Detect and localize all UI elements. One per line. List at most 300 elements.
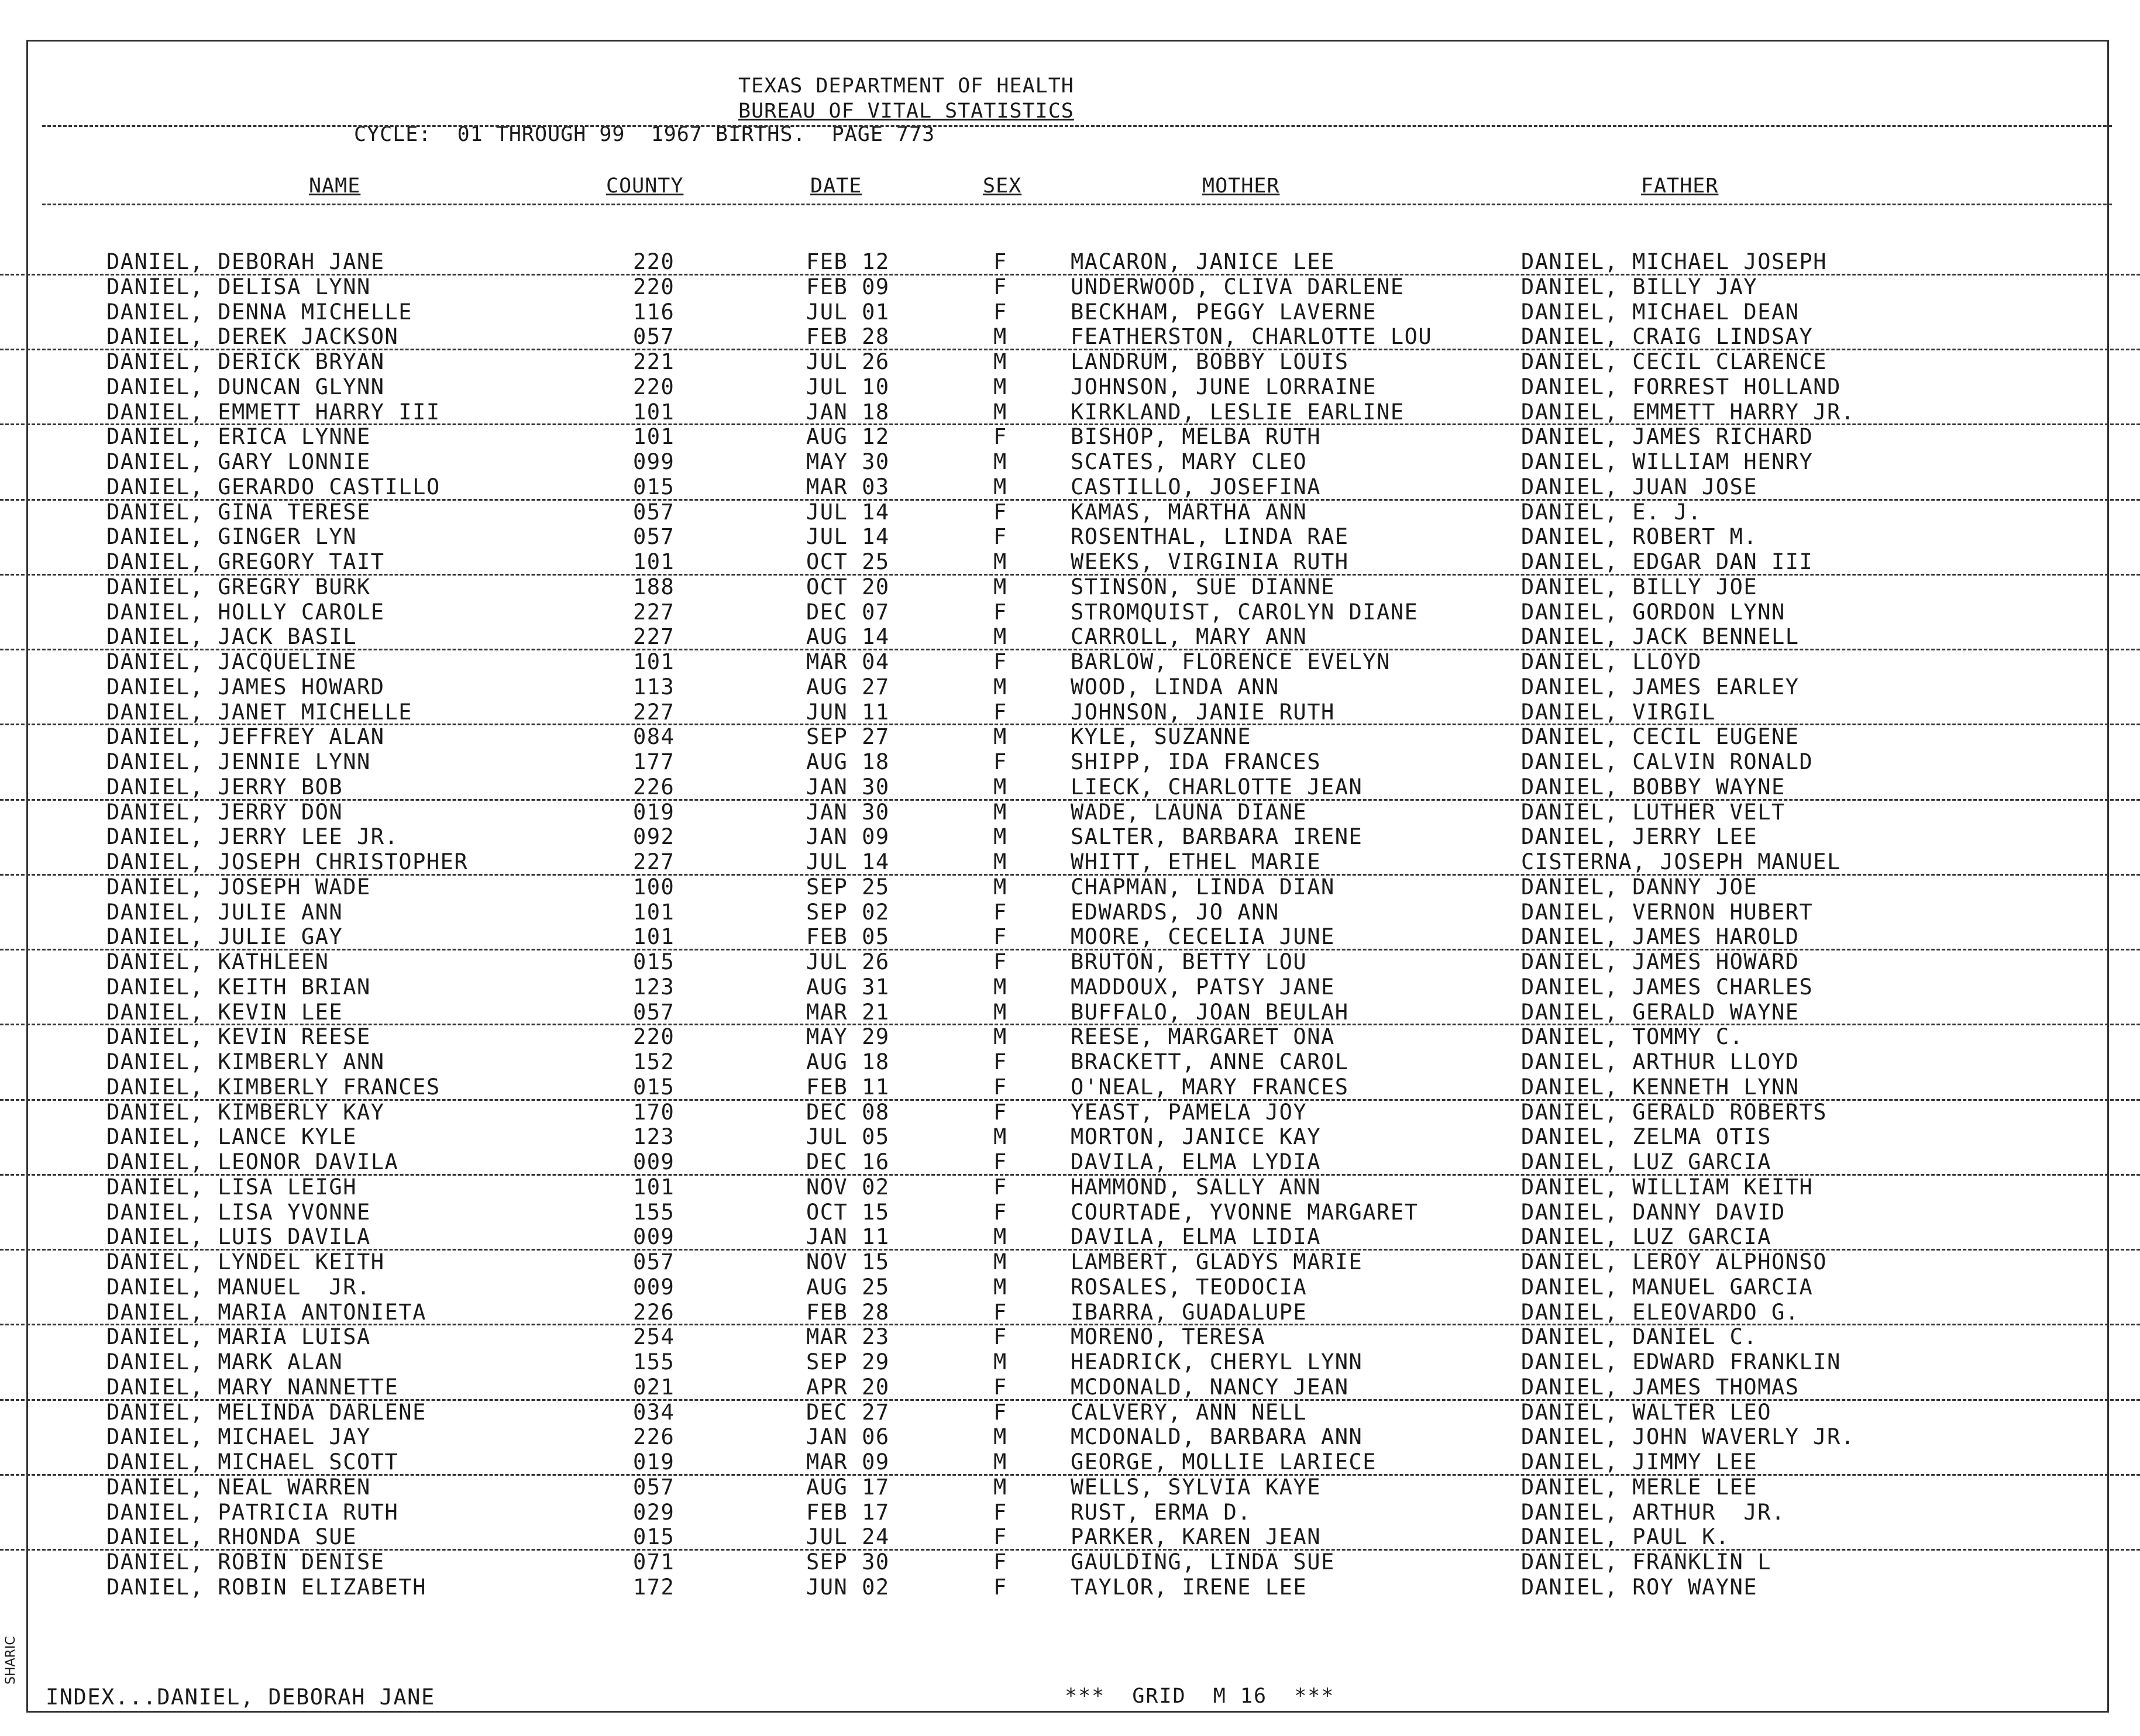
- cell-sex: F: [993, 1524, 1007, 1550]
- cell-mother: LAMBERT, GLADYS MARIE: [1071, 1249, 1363, 1275]
- cell-sex: M: [993, 724, 1007, 750]
- cell-county: 170: [633, 1099, 675, 1125]
- cell-county: 057: [633, 524, 675, 550]
- cell-county: 101: [633, 899, 675, 925]
- cell-mother: BECKHAM, PEGGY LAVERNE: [1071, 299, 1377, 325]
- cell-date: NOV 02: [806, 1174, 890, 1200]
- cell-sex: F: [993, 1299, 1007, 1325]
- cell-sex: F: [993, 1099, 1007, 1125]
- cell-mother: COURTADE, YVONNE MARGARET: [1071, 1199, 1419, 1225]
- cell-county: 057: [633, 999, 675, 1025]
- cell-name: DANIEL, MANUEL JR.: [106, 1274, 371, 1300]
- cell-sex: F: [993, 1174, 1007, 1200]
- table-row: [0, 550, 2140, 576]
- cell-date: DEC 27: [806, 1399, 890, 1425]
- cell-date: JAN 09: [806, 824, 890, 850]
- cell-name: DANIEL, ROBIN ELIZABETH: [106, 1574, 426, 1600]
- table-row: [0, 1101, 2140, 1126]
- cell-date: NOV 15: [806, 1249, 890, 1275]
- cell-county: 029: [633, 1499, 675, 1525]
- cell-sex: F: [993, 249, 1007, 274]
- cell-mother: PARKER, KAREN JEAN: [1071, 1524, 1321, 1550]
- cell-sex: F: [993, 524, 1007, 550]
- cell-date: OCT 15: [806, 1199, 890, 1225]
- table-row: [0, 1076, 2140, 1101]
- cell-father: DANIEL, FRANKLIN L: [1521, 1549, 1771, 1575]
- cell-name: DANIEL, LISA YVONNE: [106, 1199, 371, 1225]
- cell-date: JAN 18: [806, 399, 890, 425]
- cell-mother: CHAPMAN, LINDA DIAN: [1071, 874, 1335, 900]
- cell-date: JAN 30: [806, 774, 890, 800]
- cell-mother: GEORGE, MOLLIE LARIECE: [1071, 1449, 1377, 1475]
- cell-sex: F: [993, 1499, 1007, 1525]
- cell-mother: BARLOW, FLORENCE EVELYN: [1071, 649, 1391, 674]
- cell-sex: M: [993, 824, 1007, 850]
- cell-date: JUL 14: [806, 849, 890, 874]
- cell-father: DANIEL, BOBBY WAYNE: [1521, 774, 1785, 800]
- cell-name: DANIEL, MARIA ANTONIETA: [106, 1299, 426, 1325]
- cell-sex: M: [993, 624, 1007, 650]
- cell-name: DANIEL, NEAL WARREN: [106, 1474, 371, 1500]
- cell-mother: LIECK, CHARLOTTE JEAN: [1071, 774, 1363, 800]
- cell-father: DANIEL, FORREST HOLLAND: [1521, 374, 1841, 399]
- cell-date: FEB 17: [806, 1499, 890, 1525]
- table-row: [0, 1151, 2140, 1176]
- cell-father: DANIEL, JAMES HAROLD: [1521, 924, 1800, 950]
- cell-mother: BISHOP, MELBA RUTH: [1071, 424, 1321, 450]
- cell-county: 057: [633, 499, 675, 525]
- cell-date: MAR 23: [806, 1324, 890, 1350]
- cell-father: DANIEL, DANNY DAVID: [1521, 1199, 1785, 1225]
- cell-county: 057: [633, 1474, 675, 1500]
- cell-sex: M: [993, 1249, 1007, 1275]
- cell-father: DANIEL, EDGAR DAN III: [1521, 549, 1814, 574]
- cell-mother: BRUTON, BETTY LOU: [1071, 949, 1308, 974]
- cell-name: DANIEL, MARY NANNETTE: [106, 1374, 399, 1400]
- column-header-county: COUNTY: [606, 174, 684, 198]
- table-row: [0, 825, 2140, 850]
- cell-mother: REESE, MARGARET ONA: [1071, 1024, 1335, 1050]
- cell-date: JUL 05: [806, 1124, 890, 1150]
- cell-date: AUG 17: [806, 1474, 890, 1500]
- cell-mother: ROSALES, TEODOCIA: [1071, 1274, 1308, 1300]
- cell-county: 227: [633, 624, 675, 650]
- cell-name: DANIEL, JERRY LEE JR.: [106, 824, 399, 850]
- cell-county: 220: [633, 1024, 675, 1050]
- cell-mother: MORTON, JANICE KAY: [1071, 1124, 1321, 1150]
- table-row: [0, 325, 2140, 350]
- cell-father: DANIEL, JAMES THOMAS: [1521, 1374, 1800, 1400]
- cell-father: DANIEL, GERALD ROBERTS: [1521, 1099, 1828, 1125]
- table-row: [0, 450, 2140, 476]
- cell-mother: WADE, LAUNA DIANE: [1071, 799, 1308, 825]
- cell-father: DANIEL, ROBERT M.: [1521, 524, 1758, 550]
- cell-county: 015: [633, 1524, 675, 1550]
- cell-county: 220: [633, 249, 675, 274]
- cell-date: OCT 20: [806, 574, 890, 600]
- cell-name: DANIEL, JENNIE LYNN: [106, 749, 371, 774]
- cell-mother: CARROLL, MARY ANN: [1071, 624, 1308, 650]
- cell-county: 113: [633, 674, 675, 700]
- cell-county: 092: [633, 824, 675, 850]
- cell-county: 057: [633, 324, 675, 350]
- cell-name: DANIEL, ROBIN DENISE: [106, 1549, 385, 1575]
- cell-name: DANIEL, RHONDA SUE: [106, 1524, 357, 1550]
- cell-father: DANIEL, JAMES CHARLES: [1521, 974, 1814, 1000]
- table-row: [0, 350, 2140, 376]
- table-row: [0, 1276, 2140, 1301]
- cell-name: DANIEL, DEBORAH JANE: [106, 249, 385, 274]
- cell-sex: F: [993, 424, 1007, 450]
- cell-name: DANIEL, KEITH BRIAN: [106, 974, 371, 1000]
- cell-mother: WELLS, SYLVIA KAYE: [1071, 1474, 1321, 1500]
- cell-date: JUN 02: [806, 1574, 890, 1600]
- cell-sex: F: [993, 1549, 1007, 1575]
- table-row: [0, 1050, 2140, 1076]
- cell-name: DANIEL, GERARDO CASTILLO: [106, 474, 441, 500]
- cell-mother: STROMQUIST, CAROLYN DIANE: [1071, 599, 1419, 625]
- cell-county: 009: [633, 1149, 675, 1174]
- cell-sex: M: [993, 324, 1007, 350]
- cell-date: SEP 30: [806, 1549, 890, 1575]
- cell-mother: STINSON, SUE DIANNE: [1071, 574, 1335, 600]
- cell-mother: SALTER, BARBARA IRENE: [1071, 824, 1363, 850]
- cell-sex: M: [993, 999, 1007, 1025]
- cell-county: 177: [633, 749, 675, 774]
- cell-name: DANIEL, KATHLEEN: [106, 949, 329, 974]
- cell-mother: MACARON, JANICE LEE: [1071, 249, 1335, 274]
- cell-father: DANIEL, JAMES EARLEY: [1521, 674, 1800, 700]
- cell-county: 101: [633, 549, 675, 574]
- table-row: [0, 676, 2140, 701]
- cell-father: DANIEL, GORDON LYNN: [1521, 599, 1785, 625]
- cell-date: FEB 12: [806, 249, 890, 274]
- table-row: [0, 1325, 2140, 1351]
- cell-sex: F: [993, 1374, 1007, 1400]
- cell-father: DANIEL, WILLIAM HENRY: [1521, 449, 1814, 474]
- cell-name: DANIEL, DELISA LYNN: [106, 274, 371, 299]
- cell-sex: F: [993, 1399, 1007, 1425]
- cell-county: 220: [633, 274, 675, 299]
- cell-date: SEP 27: [806, 724, 890, 750]
- cell-father: DANIEL, MANUEL GARCIA: [1521, 1274, 1814, 1300]
- table-row: [0, 901, 2140, 926]
- cell-sex: F: [993, 649, 1007, 674]
- side-label: SHARIC: [4, 1636, 18, 1685]
- cell-date: OCT 25: [806, 549, 890, 574]
- cell-father: CISTERNA, JOSEPH MANUEL: [1521, 849, 1841, 874]
- column-header-date: DATE: [810, 174, 862, 198]
- table-row: [0, 275, 2140, 301]
- cell-name: DANIEL, KIMBERLY KAY: [106, 1099, 385, 1125]
- index-line: INDEX...DANIEL, DEBORAH JANE: [46, 1685, 435, 1710]
- cell-county: 155: [633, 1349, 675, 1375]
- cell-father: DANIEL, JIMMY LEE: [1521, 1449, 1758, 1475]
- cell-sex: F: [993, 1199, 1007, 1225]
- cell-county: 101: [633, 649, 675, 674]
- table-row: [0, 601, 2140, 626]
- cell-name: DANIEL, JERRY DON: [106, 799, 343, 825]
- cell-mother: MORENO, TERESA: [1071, 1324, 1265, 1350]
- department-title: TEXAS DEPARTMENT OF HEALTH: [738, 74, 1074, 98]
- table-row: [0, 776, 2140, 801]
- cell-father: DANIEL, ELEOVARDO G.: [1521, 1299, 1800, 1325]
- table-row: [0, 501, 2140, 526]
- cell-father: DANIEL, LUZ GARCIA: [1521, 1224, 1771, 1250]
- cell-father: DANIEL, TOMMY C.: [1521, 1024, 1744, 1050]
- cell-mother: KYLE, SUZANNE: [1071, 724, 1252, 750]
- cell-county: 021: [633, 1374, 675, 1400]
- cell-date: AUG 25: [806, 1274, 890, 1300]
- cell-sex: F: [993, 299, 1007, 325]
- table-row: [0, 625, 2140, 650]
- cell-mother: KIRKLAND, LESLIE EARLINE: [1071, 399, 1405, 425]
- cell-father: DANIEL, JAMES RICHARD: [1521, 424, 1814, 450]
- cell-name: DANIEL, LEONOR DAVILA: [106, 1149, 399, 1174]
- cell-date: AUG 31: [806, 974, 890, 1000]
- cell-father: DANIEL, LLOYD: [1521, 649, 1702, 674]
- cell-name: DANIEL, JULIE ANN: [106, 899, 343, 925]
- table-row: [0, 401, 2140, 426]
- cell-sex: F: [993, 699, 1007, 725]
- cell-mother: SCATES, MARY CLEO: [1071, 449, 1308, 474]
- cell-sex: M: [993, 399, 1007, 425]
- cell-father: DANIEL, ARTHUR JR.: [1521, 1499, 1785, 1525]
- table-row: [0, 1201, 2140, 1226]
- cell-date: JUL 26: [806, 949, 890, 974]
- cell-county: 220: [633, 374, 675, 399]
- cell-mother: RUST, ERMA D.: [1071, 1499, 1252, 1525]
- column-header-rule: [42, 204, 2112, 205]
- cell-mother: KAMAS, MARTHA ANN: [1071, 499, 1308, 525]
- cell-father: DANIEL, WALTER LEO: [1521, 1399, 1771, 1425]
- table-row: [0, 476, 2140, 501]
- cell-name: DANIEL, PATRICIA RUTH: [106, 1499, 399, 1525]
- cell-date: JAN 30: [806, 799, 890, 825]
- table-row: [0, 701, 2140, 726]
- cell-date: AUG 18: [806, 749, 890, 774]
- cell-father: DANIEL, EDWARD FRANKLIN: [1521, 1349, 1841, 1375]
- cell-sex: M: [993, 1224, 1007, 1250]
- cell-mother: ROSENTHAL, LINDA RAE: [1071, 524, 1349, 550]
- cell-county: 101: [633, 424, 675, 450]
- cycle-line: CYCLE: 01 THROUGH 99 1967 BIRTHS. PAGE 773: [354, 123, 935, 146]
- cell-sex: M: [993, 974, 1007, 1000]
- table-row: [0, 576, 2140, 601]
- cell-county: 172: [633, 1574, 675, 1600]
- table-row: [0, 1551, 2140, 1576]
- table-row: [0, 725, 2140, 750]
- cell-county: 188: [633, 574, 675, 600]
- table-row: [0, 1401, 2140, 1426]
- cell-mother: MADDOUX, PATSY JANE: [1071, 974, 1335, 1000]
- table-row: [0, 1176, 2140, 1201]
- cell-name: DANIEL, JEFFREY ALAN: [106, 724, 385, 750]
- birth-records-table: [0, 250, 2140, 1601]
- table-row: [0, 801, 2140, 826]
- table-row: [0, 250, 2140, 275]
- cell-sex: M: [993, 1124, 1007, 1150]
- cell-date: AUG 27: [806, 674, 890, 700]
- table-row: [0, 976, 2140, 1001]
- table-row: [0, 301, 2140, 326]
- cell-sex: M: [993, 1424, 1007, 1450]
- cell-mother: CALVERY, ANN NELL: [1071, 1399, 1308, 1425]
- cell-county: 099: [633, 449, 675, 474]
- cell-father: DANIEL, CRAIG LINDSAY: [1521, 324, 1814, 350]
- cell-name: DANIEL, GREGRY BURK: [106, 574, 371, 600]
- cell-name: DANIEL, DERICK BRYAN: [106, 349, 385, 374]
- cell-county: 100: [633, 874, 675, 900]
- cell-county: 015: [633, 1074, 675, 1100]
- cell-date: AUG 18: [806, 1049, 890, 1074]
- cell-sex: M: [993, 1274, 1007, 1300]
- cell-name: DANIEL, JOSEPH CHRISTOPHER: [106, 849, 469, 874]
- table-row: [0, 1225, 2140, 1251]
- cell-sex: F: [993, 949, 1007, 974]
- cell-father: DANIEL, ARTHUR LLOYD: [1521, 1049, 1800, 1074]
- table-row: [0, 525, 2140, 550]
- cell-county: 019: [633, 1449, 675, 1475]
- cell-county: 101: [633, 924, 675, 950]
- cell-county: 226: [633, 1424, 675, 1450]
- cell-father: DANIEL, VIRGIL: [1521, 699, 1716, 725]
- cell-father: DANIEL, WILLIAM KEITH: [1521, 1174, 1814, 1200]
- cell-name: DANIEL, DEREK JACKSON: [106, 324, 399, 350]
- cell-county: 227: [633, 849, 675, 874]
- cell-father: DANIEL, MERLE LEE: [1521, 1474, 1758, 1500]
- cell-date: JAN 06: [806, 1424, 890, 1450]
- table-row: [0, 850, 2140, 876]
- table-row: [0, 925, 2140, 950]
- column-header-mother: MOTHER: [1202, 174, 1280, 198]
- cell-mother: GAULDING, LINDA SUE: [1071, 1549, 1335, 1575]
- table-row: [0, 650, 2140, 676]
- cell-name: DANIEL, JACK BASIL: [106, 624, 357, 650]
- cell-father: DANIEL, E. J.: [1521, 499, 1702, 525]
- cell-father: DANIEL, JUAN JOSE: [1521, 474, 1758, 500]
- header-rule: [42, 125, 2112, 127]
- cell-mother: LANDRUM, BOBBY LOUIS: [1071, 349, 1349, 374]
- cell-father: DANIEL, DANIEL C.: [1521, 1324, 1758, 1350]
- cell-date: SEP 02: [806, 899, 890, 925]
- cell-sex: M: [993, 449, 1007, 474]
- table-row: [0, 876, 2140, 901]
- column-header-father: FATHER: [1641, 174, 1719, 198]
- cell-mother: EDWARDS, JO ANN: [1071, 899, 1279, 925]
- cell-date: DEC 16: [806, 1149, 890, 1174]
- cell-name: DANIEL, JOSEPH WADE: [106, 874, 371, 900]
- cell-father: DANIEL, GERALD WAYNE: [1521, 999, 1800, 1025]
- cell-sex: F: [993, 1149, 1007, 1174]
- cell-father: DANIEL, CECIL CLARENCE: [1521, 349, 1828, 374]
- cell-sex: M: [993, 549, 1007, 574]
- cell-county: 221: [633, 349, 675, 374]
- cell-father: DANIEL, ROY WAYNE: [1521, 1574, 1758, 1600]
- cell-name: DANIEL, LUIS DAVILA: [106, 1224, 371, 1250]
- table-row: [0, 1376, 2140, 1401]
- cell-father: DANIEL, MICHAEL DEAN: [1521, 299, 1800, 325]
- cell-name: DANIEL, MARIA LUISA: [106, 1324, 371, 1350]
- cell-date: MAR 04: [806, 649, 890, 674]
- cell-date: FEB 05: [806, 924, 890, 950]
- cell-sex: M: [993, 374, 1007, 399]
- table-row: [0, 1251, 2140, 1276]
- cell-name: DANIEL, DENNA MICHELLE: [106, 299, 413, 325]
- cell-sex: F: [993, 899, 1007, 925]
- cell-date: MAR 03: [806, 474, 890, 500]
- cell-name: DANIEL, MARK ALAN: [106, 1349, 343, 1375]
- cell-date: FEB 11: [806, 1074, 890, 1100]
- cell-mother: WOOD, LINDA ANN: [1071, 674, 1279, 700]
- cell-mother: BRACKETT, ANNE CAROL: [1071, 1049, 1349, 1074]
- cell-name: DANIEL, JERRY BOB: [106, 774, 343, 800]
- cell-mother: WEEKS, VIRGINIA RUTH: [1071, 549, 1349, 574]
- cell-sex: M: [993, 874, 1007, 900]
- cell-mother: HAMMOND, SALLY ANN: [1071, 1174, 1321, 1200]
- cell-sex: M: [993, 1349, 1007, 1375]
- cell-mother: O'NEAL, MARY FRANCES: [1071, 1074, 1349, 1100]
- cell-date: JUN 11: [806, 699, 890, 725]
- cell-father: DANIEL, EMMETT HARRY JR.: [1521, 399, 1855, 425]
- cell-sex: F: [993, 924, 1007, 950]
- cell-mother: MOORE, CECELIA JUNE: [1071, 924, 1335, 950]
- cell-county: 226: [633, 1299, 675, 1325]
- table-row: [0, 1301, 2140, 1326]
- cell-name: DANIEL, LISA LEIGH: [106, 1174, 357, 1200]
- cell-date: FEB 09: [806, 274, 890, 299]
- cell-date: AUG 14: [806, 624, 890, 650]
- cell-name: DANIEL, KIMBERLY FRANCES: [106, 1074, 441, 1100]
- cell-father: DANIEL, PAUL K.: [1521, 1524, 1730, 1550]
- cell-mother: BUFFALO, JOAN BEULAH: [1071, 999, 1349, 1025]
- cell-name: DANIEL, MICHAEL SCOTT: [106, 1449, 399, 1475]
- cell-name: DANIEL, LYNDEL KEITH: [106, 1249, 385, 1275]
- cell-county: 071: [633, 1549, 675, 1575]
- cell-father: DANIEL, JAMES HOWARD: [1521, 949, 1800, 974]
- cell-county: 009: [633, 1274, 675, 1300]
- cell-mother: SHIPP, IDA FRANCES: [1071, 749, 1321, 774]
- cell-father: DANIEL, VERNON HUBERT: [1521, 899, 1814, 925]
- cell-sex: F: [993, 749, 1007, 774]
- cell-county: 254: [633, 1324, 675, 1350]
- cell-father: DANIEL, JERRY LEE: [1521, 824, 1758, 850]
- cell-sex: M: [993, 674, 1007, 700]
- cell-county: 019: [633, 799, 675, 825]
- cell-mother: UNDERWOOD, CLIVA DARLENE: [1071, 274, 1405, 299]
- cell-name: DANIEL, MELINDA DARLENE: [106, 1399, 426, 1425]
- cell-date: FEB 28: [806, 324, 890, 350]
- cell-date: MAR 09: [806, 1449, 890, 1475]
- cell-county: 034: [633, 1399, 675, 1425]
- cell-county: 009: [633, 1224, 675, 1250]
- cell-sex: F: [993, 1049, 1007, 1074]
- cell-mother: YEAST, PAMELA JOY: [1071, 1099, 1308, 1125]
- cell-county: 116: [633, 299, 675, 325]
- table-row: [0, 1025, 2140, 1050]
- cell-sex: F: [993, 1074, 1007, 1100]
- cell-sex: F: [993, 599, 1007, 625]
- table-row: [0, 1425, 2140, 1451]
- cell-county: 101: [633, 1174, 675, 1200]
- cell-sex: F: [993, 499, 1007, 525]
- cell-county: 084: [633, 724, 675, 750]
- cell-name: DANIEL, GARY LONNIE: [106, 449, 371, 474]
- cell-mother: MCDONALD, BARBARA ANN: [1071, 1424, 1363, 1450]
- cell-name: DANIEL, JULIE GAY: [106, 924, 343, 950]
- column-header-name: NAME: [309, 174, 361, 198]
- cell-name: DANIEL, JACQUELINE: [106, 649, 357, 674]
